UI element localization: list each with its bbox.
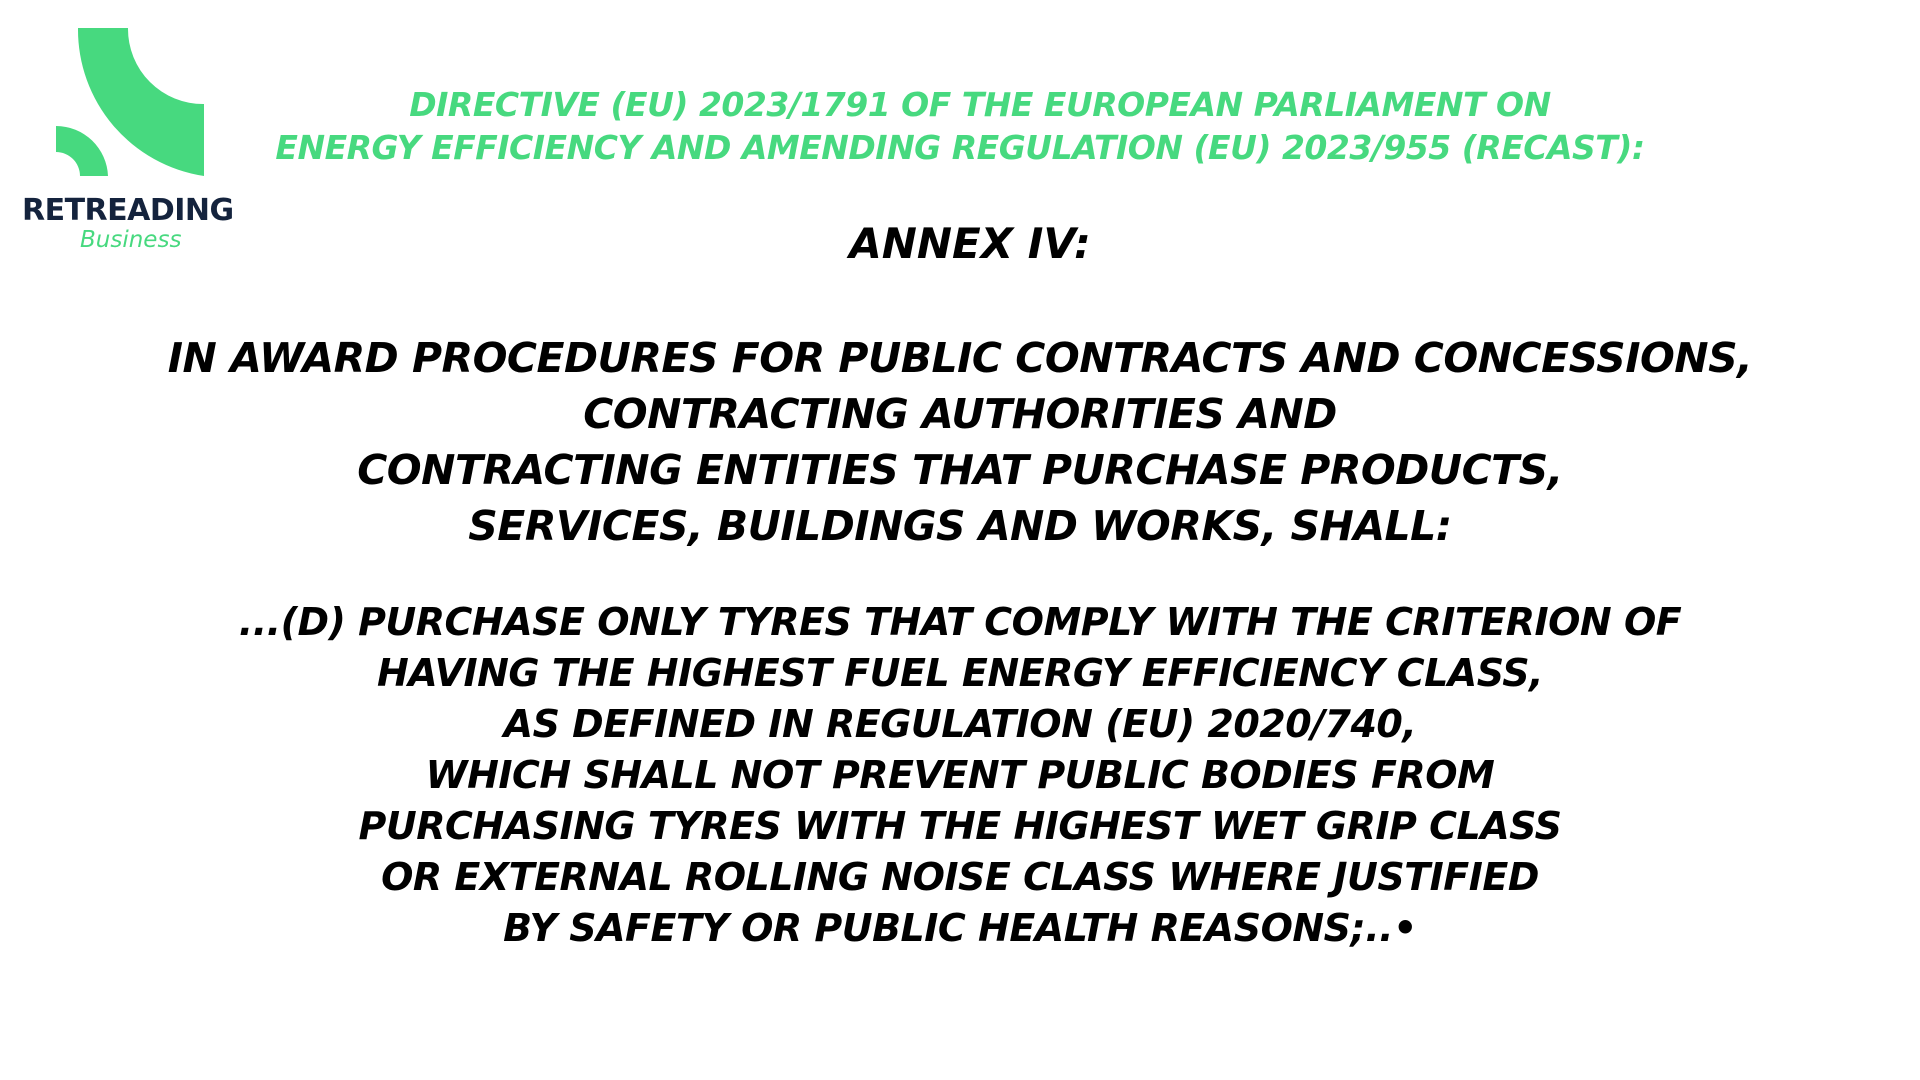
brand-name: RETREADING xyxy=(22,193,234,228)
clause-line: AS DEFINED IN REGULATION (EU) 2020/740, xyxy=(503,702,1417,746)
clause-line: HAVING THE HIGHEST FUEL ENERGY EFFICIENCY CLASS, xyxy=(376,651,1544,695)
clause-paragraph xyxy=(0,597,1920,954)
intro-line: IN AWARD PROCEDURES FOR PUBLIC CONTRACTS AND CONCESSIONS, xyxy=(167,334,1753,382)
intro-line: CONTRACTING ENTITIES THAT PURCHASE PRODUCTS, xyxy=(357,446,1563,494)
directive-title-line-2: ENERGY EFFICIENCY AND AMENDING REGULATION (EU) 2023/955 (RECAST): xyxy=(275,128,1645,167)
clause-line: BY SAFETY OR PUBLIC HEALTH REASONS;..• xyxy=(503,906,1417,950)
intro-line: SERVICES, BUILDINGS AND WORKS, SHALL: xyxy=(468,502,1452,550)
brand-subtitle: Business xyxy=(80,227,182,253)
clause-line: PURCHASING TYRES WITH THE HIGHEST WET GRIP CLASS xyxy=(358,804,1562,848)
logo-mark-icon xyxy=(56,28,206,178)
intro-paragraph xyxy=(0,330,1920,554)
clause-line: WHICH SHALL NOT PREVENT PUBLIC BODIES FROM xyxy=(425,753,1495,797)
annex-title: ANNEX IV: xyxy=(849,219,1091,268)
directive-title-line-1: DIRECTIVE (EU) 2023/1791 OF THE EUROPEAN PARLIAMENT ON xyxy=(409,85,1551,124)
clause-line: OR EXTERNAL ROLLING NOISE CLASS WHERE JUSTIFIED xyxy=(381,855,1539,899)
intro-line: CONTRACTING AUTHORITIES AND xyxy=(583,390,1337,438)
clause-line: ...(D) PURCHASE ONLY TYRES THAT COMPLY WITH THE CRITERION OF xyxy=(238,600,1682,644)
